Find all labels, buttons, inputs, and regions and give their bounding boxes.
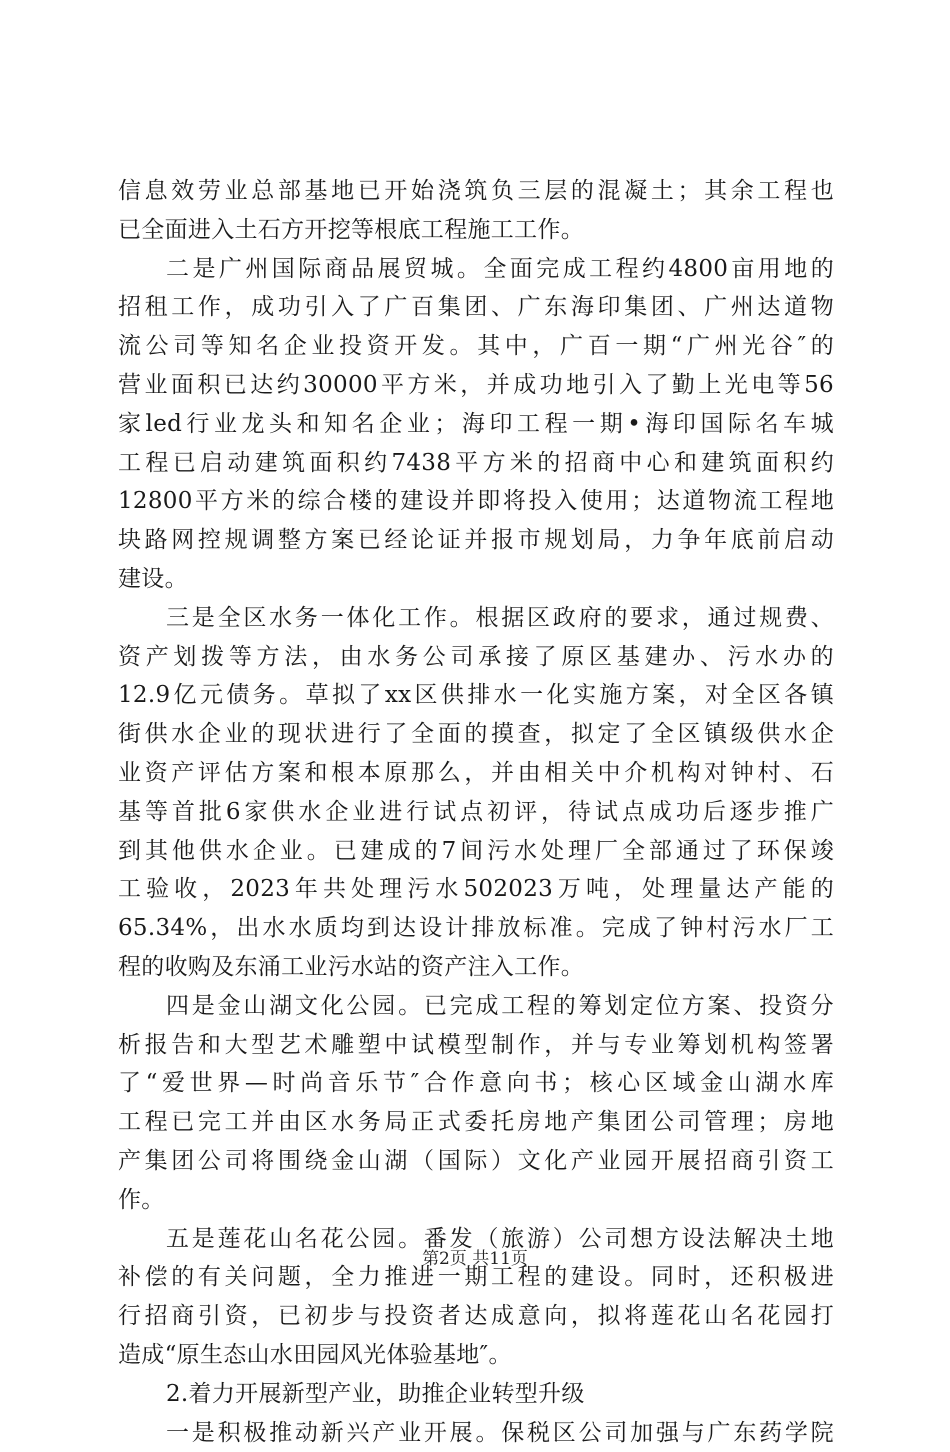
text-line: 程的收购及东涌工业污水站的资产注入工作。 [118, 948, 834, 987]
text-line: 二是广州国际商品展贸城。全面完成工程约4800亩用地的 [118, 250, 834, 289]
text-line: 三是全区水务一体化工作。根据区政府的要求，通过规费、 [118, 599, 834, 638]
text-line: 12800平方米的综合楼的建设并即将投入使用；达道物流工程地 [118, 482, 834, 521]
text-line: 工程已完工并由区水务局正式委托房地产集团公司管理；房地 [118, 1103, 834, 1142]
text-line: 补偿的有关问题，全力推进一期工程的建设。同时，还积极进 [118, 1258, 834, 1297]
text-line: 业资产评估方案和根本原那么，并由相关中介机构对钟村、石 [118, 754, 834, 793]
text-line: 信息效劳业总部基地已开始浇筑负三层的混凝土；其余工程也 [118, 172, 834, 211]
text-line: 营业面积已达约30000平方米，并成功地引入了勤上光电等56 [118, 366, 834, 405]
text-line: 基等首批6家供水企业进行试点初评，待试点成功后逐步推广 [118, 793, 834, 832]
text-line: 已全面进入土石方开挖等根底工程施工工作。 [118, 211, 834, 250]
text-line: 四是金山湖文化公园。已完成工程的筹划定位方案、投资分 [118, 987, 834, 1026]
text-line: 作。 [118, 1181, 834, 1220]
text-line: 资产划拨等方法，由水务公司承接了原区基建办、污水办的 [118, 638, 834, 677]
text-line: 造成“原生态山水田园风光体验基地″。 [118, 1336, 834, 1375]
text-line: 到其他供水企业。已建成的7间污水处理厂全部通过了环保竣 [118, 832, 834, 871]
text-line: 12.9亿元债务。草拟了xx区供排水一化实施方案，对全区各镇 [118, 676, 834, 715]
text-line: 家led行业龙头和知名企业；海印工程一期•海印国际名车城 [118, 405, 834, 444]
page-footer: 第2页 共11页 [0, 1244, 950, 1269]
text-line: 五是莲花山名花公园。番发（旅游）公司想方设法解决土地 [118, 1220, 834, 1259]
text-line: 65.34%，出水水质均到达设计排放标准。完成了钟村污水厂工 [118, 909, 834, 948]
text-line: 招租工作，成功引入了广百集团、广东海印集团、广州达道物 [118, 288, 834, 327]
text-line: 流公司等知名企业投资开发。其中，广百一期“广州光谷″的 [118, 327, 834, 366]
text-line: 析报告和大型艺术雕塑中试模型制作，并与专业筹划机构签署 [118, 1026, 834, 1065]
text-line: 工程已启动建筑面积约7438平方米的招商中心和建筑面积约 [118, 444, 834, 483]
text-line: 建设。 [118, 560, 834, 599]
text-line: 街供水企业的现状进行了全面的摸查，拟定了全区镇级供水企 [118, 715, 834, 754]
text-line: 块路网控规调整方案已经论证并报市规划局，力争年底前启动 [118, 521, 834, 560]
text-line: 一是积极推动新兴产业开展。保税区公司加强与广东药学院 [118, 1414, 834, 1452]
text-line: 2.着力开展新型产业，助推企业转型升级 [118, 1375, 834, 1414]
text-line: 行招商引资，已初步与投资者达成意向，拟将莲花山名花园打 [118, 1297, 834, 1336]
text-line: 工验收，2023年共处理污水502023万吨，处理量达产能的 [118, 870, 834, 909]
text-line: 产集团公司将围绕金山湖（国际）文化产业园开展招商引资工 [118, 1142, 834, 1181]
text-line: 了“爱世界—时尚音乐节″合作意向书；核心区域金山湖水库 [118, 1064, 834, 1103]
